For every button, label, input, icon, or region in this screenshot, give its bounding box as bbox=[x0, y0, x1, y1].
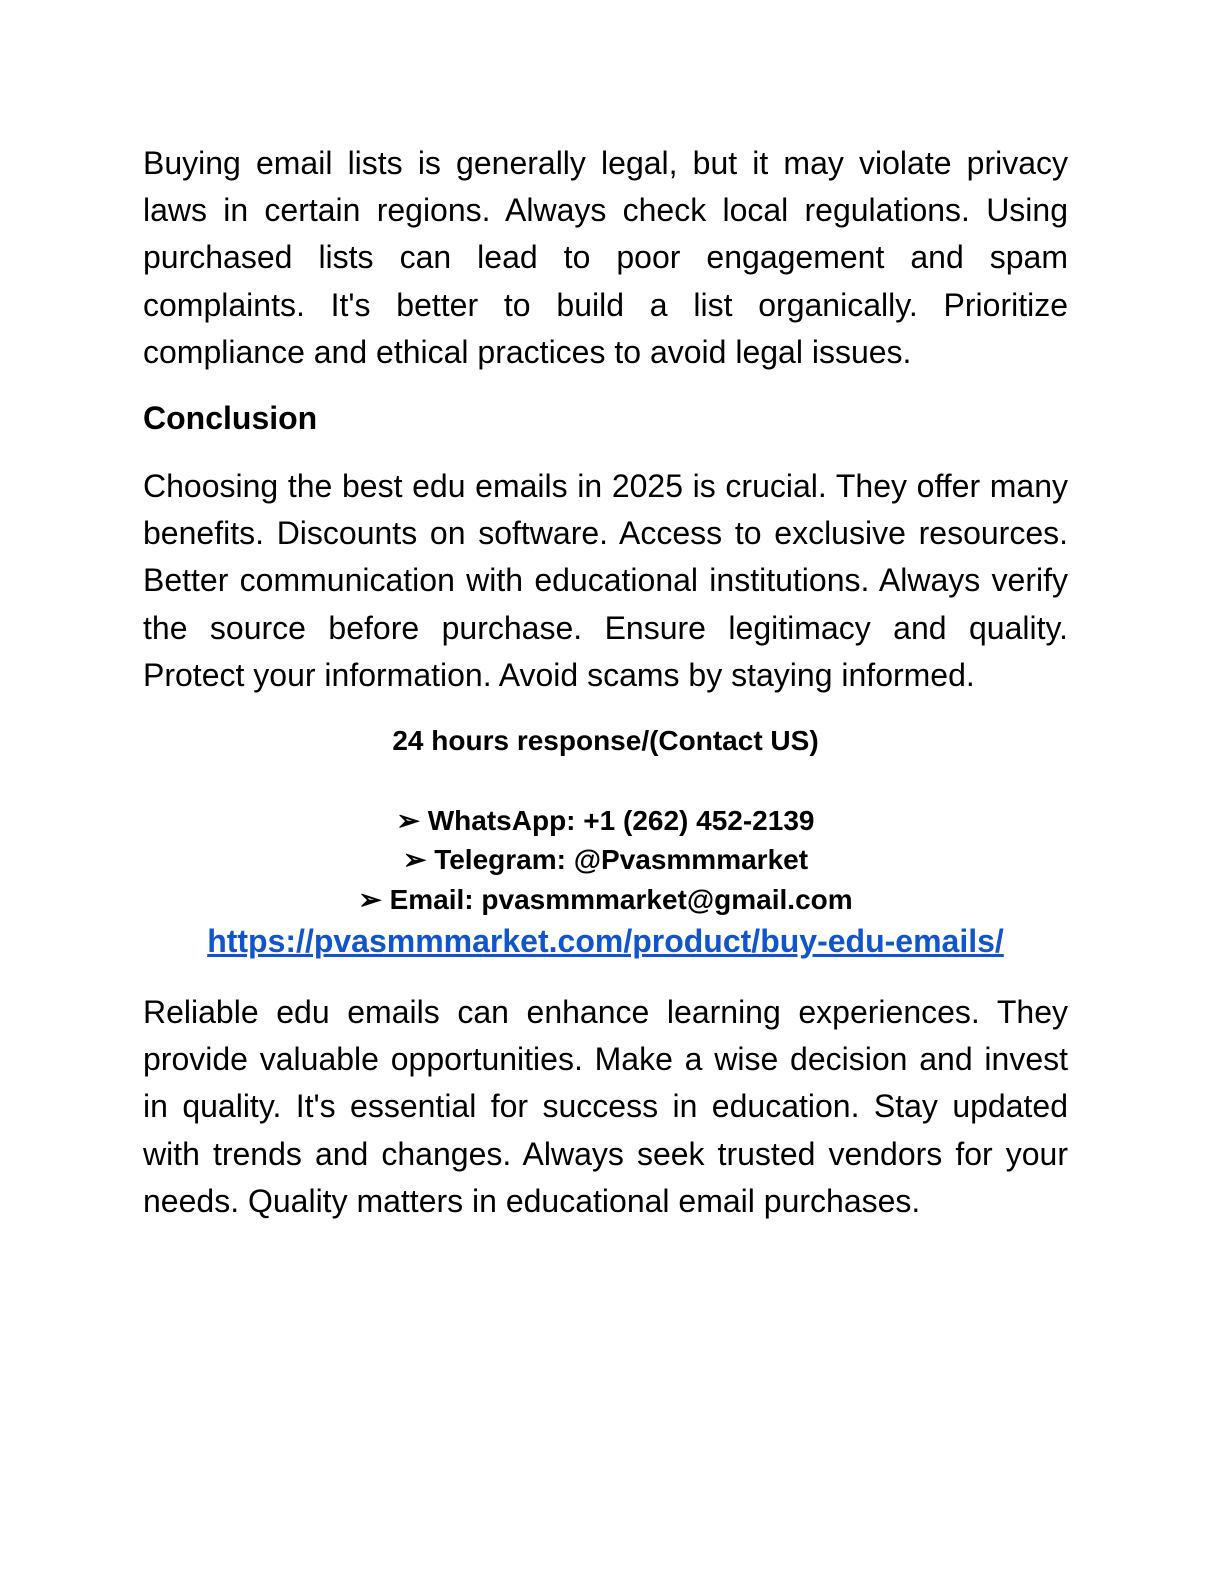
product-link-line bbox=[143, 919, 1068, 963]
closing-paragraph: Reliable edu emails can enhance learning experiences. They provide valuable opportunities. Make a wise decision and invest in quality. It's essential for success in education. Stay updated with trends and changes. Always seek trusted vendors for your needs. Quality matters in educational email purchases. bbox=[143, 994, 1068, 1219]
product-link[interactable]: https://pvasmmmarket.com/product/buy-edu-emails/ bbox=[207, 923, 1004, 960]
whatsapp-line: ➢ WhatsApp: +1 (262) 452-2139 bbox=[396, 804, 815, 836]
contact-block bbox=[143, 721, 1068, 919]
conclusion-heading: Conclusion bbox=[143, 400, 318, 437]
document-page bbox=[143, 140, 1068, 1225]
conclusion-paragraph: Choosing the best edu emails in 2025 is crucial. They offer many benefits. Discounts on software. Access to exclusive resources. Better communication with educational institutions. Always verify the source before purchase. Ensure legitimacy and quality. Protect your information. Avoid scams by staying informed. bbox=[143, 468, 1068, 693]
email-line: ➢ Email: pvasmmmarket@gmail.com bbox=[358, 883, 853, 915]
telegram-line: ➢ Telegram: @Pvasmmmarket bbox=[402, 844, 809, 876]
contact-title: 24 hours response/(Contact US) bbox=[392, 725, 819, 757]
intro-paragraph: Buying email lists is generally legal, but it may violate privacy laws in certain regions. Always check local regulations. Using purchased lists can lead to poor engagement and spam complaints. It's better to build a list organically. Prioritize compliance and ethical practices to avoid legal issues. bbox=[143, 145, 1068, 370]
contact-spacer bbox=[143, 761, 1068, 801]
